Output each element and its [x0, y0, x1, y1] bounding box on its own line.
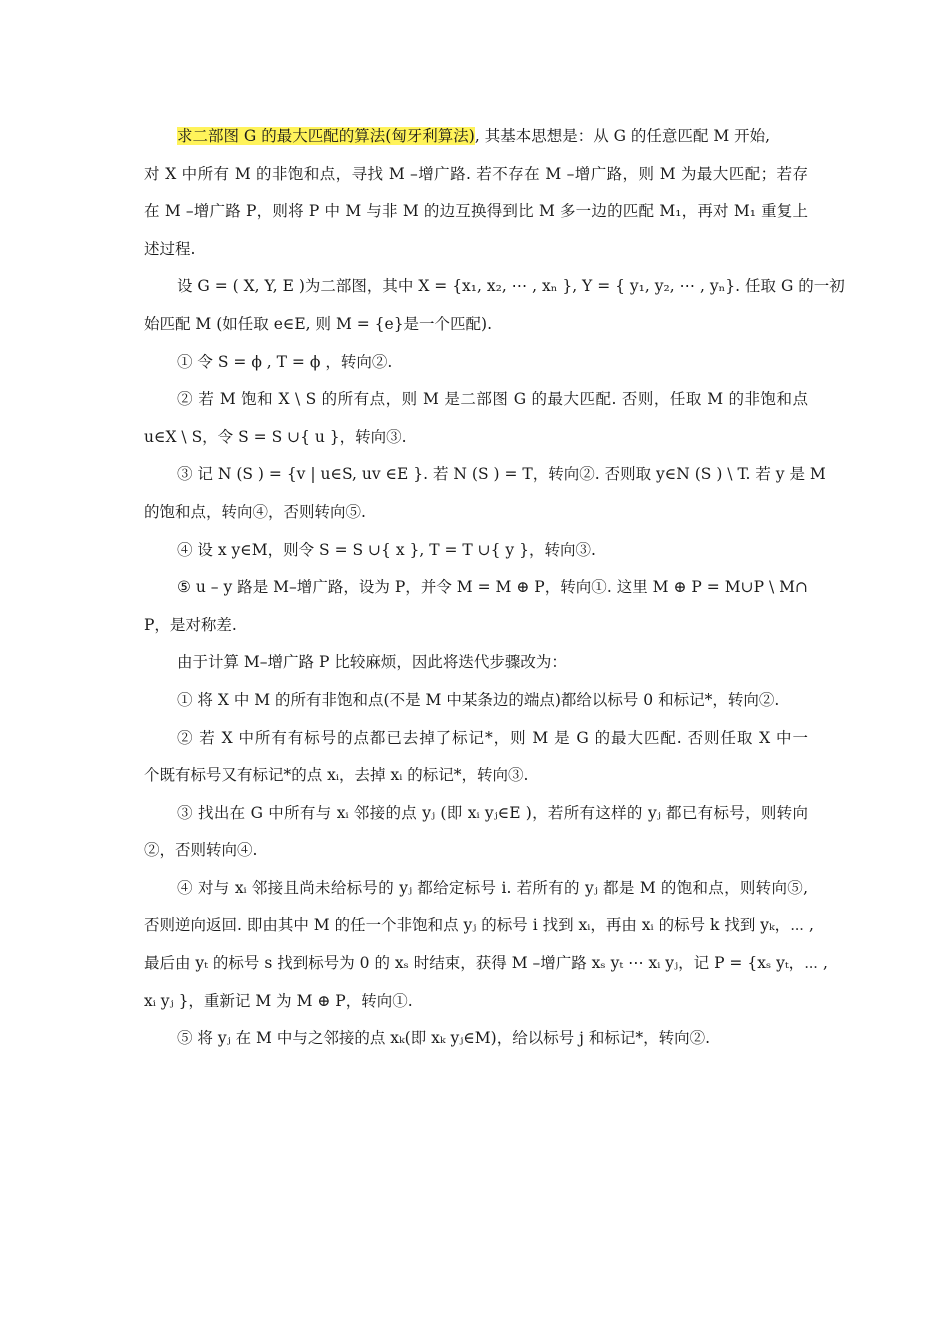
paragraph-line: P，是对称差.: [144, 615, 237, 634]
paragraph-line: ③ 记 N (S ) = {v | u∈S, uv ∈E }. 若 N (S ) = T，转向②. 否则取 y∈N (S ) \ T. 若 y 是 M: [177, 465, 826, 484]
paragraph-line: ④ 对与 xᵢ 邻接且尚未给标号的 yⱼ 都给定标号 i. 若所有的 yⱼ 都是 M 的饱和点，则转向⑤,: [177, 878, 808, 897]
paragraph-line: ②，否则转向④.: [144, 841, 258, 860]
text-lines: [144, 156, 845, 1058]
paragraph-line: ① 令 S = ϕ , T = ϕ ，转向②.: [177, 352, 393, 371]
paragraph-line: 设 G = ( X, Y, E )为二部图，其中 X = {x₁, x₂, ⋯ , xₙ }, Y = { y₁, y₂, ⋯ , yₙ}. 任取 G 的一初: [177, 277, 845, 296]
document-body: [144, 118, 845, 1058]
paragraph-line: xᵢ yⱼ }，重新记 M 为 M ⊕ P，转向①.: [144, 991, 413, 1010]
paragraph-line: 始匹配 M (如任取 e∈E, 则 M = {e}是一个匹配).: [144, 314, 493, 333]
paragraph-line: ③ 找出在 G 中所有与 xᵢ 邻接的点 yⱼ (即 xᵢ yⱼ∈E )，若所有这样的 yⱼ 都已有标号，则转向: [177, 803, 808, 822]
paragraph-line: ④ 设 x y∈M，则令 S = S ∪{ x }, T = T ∪{ y }，转向③.: [177, 540, 596, 559]
paragraph-line: ② 若 X 中所有有标号的点都已去掉了标记*，则 M 是 G 的最大匹配. 否则任取 X 中一: [177, 728, 808, 747]
paragraph-line: 述过程.: [144, 239, 196, 258]
paragraph-line: ⑤ u – y 路是 M–增广路，设为 P，并令 M = M ⊕ P，转向①. 这里 M ⊕ P = M∪P \ M∩: [177, 578, 808, 597]
paragraph-line: 的饱和点，转向④，否则转向⑤.: [144, 502, 366, 521]
paragraph-line: u∈X \ S，令 S = S ∪{ u }，转向③.: [144, 427, 407, 446]
paragraph-line: 个既有标号又有标记*的点 xᵢ，去掉 xᵢ 的标记*，转向③.: [144, 766, 529, 785]
paragraph-line: 对 X 中所有 M 的非饱和点，寻找 M –增广路. 若不存在 M –增广路，则 M 为最大匹配；若存: [144, 164, 808, 183]
paragraph-line: 最后由 yₜ 的标号 s 找到标号为 0 的 xₛ 时结束，获得 M –增广路 xₛ yₜ ⋯ xᵢ yⱼ，记 P = {xₛ yₜ，⋯ ,: [144, 954, 828, 973]
paragraph-line: ② 若 M 饱和 X \ S 的所有点，则 M 是二部图 G 的最大匹配. 否则，任取 M 的非饱和点: [177, 390, 808, 409]
highlighted-title: 求二部图 G 的最大匹配的算法(匈牙利算法): [177, 127, 475, 145]
paragraph-line: 否则逆向返回. 即由其中 M 的任一个非饱和点 yⱼ 的标号 i 找到 xᵢ，再由 xᵢ 的标号 k 找到 yₖ，⋯ ,: [144, 916, 814, 935]
line-text: , 其基本思想是：从 G 的任意匹配 M 开始,: [474, 127, 771, 145]
paragraph-line: [144, 118, 808, 156]
paragraph-line: 在 M –增广路 P，则将 P 中 M 与非 M 的边互换得到比 M 多一边的匹配 M₁，再对 M₁ 重复上: [144, 202, 808, 221]
paragraph-line: 由于计算 M–增广路 P 比较麻烦，因此将迭代步骤改为：: [177, 653, 567, 672]
paragraph-line: ① 将 X 中 M 的所有非饱和点(不是 M 中某条边的端点)都给以标号 0 和标记*，转向②.: [177, 690, 780, 709]
paragraph-line: ⑤ 将 yⱼ 在 M 中与之邻接的点 xₖ(即 xₖ yⱼ∈M)，给以标号 j 和标记*，转向②.: [177, 1029, 711, 1048]
